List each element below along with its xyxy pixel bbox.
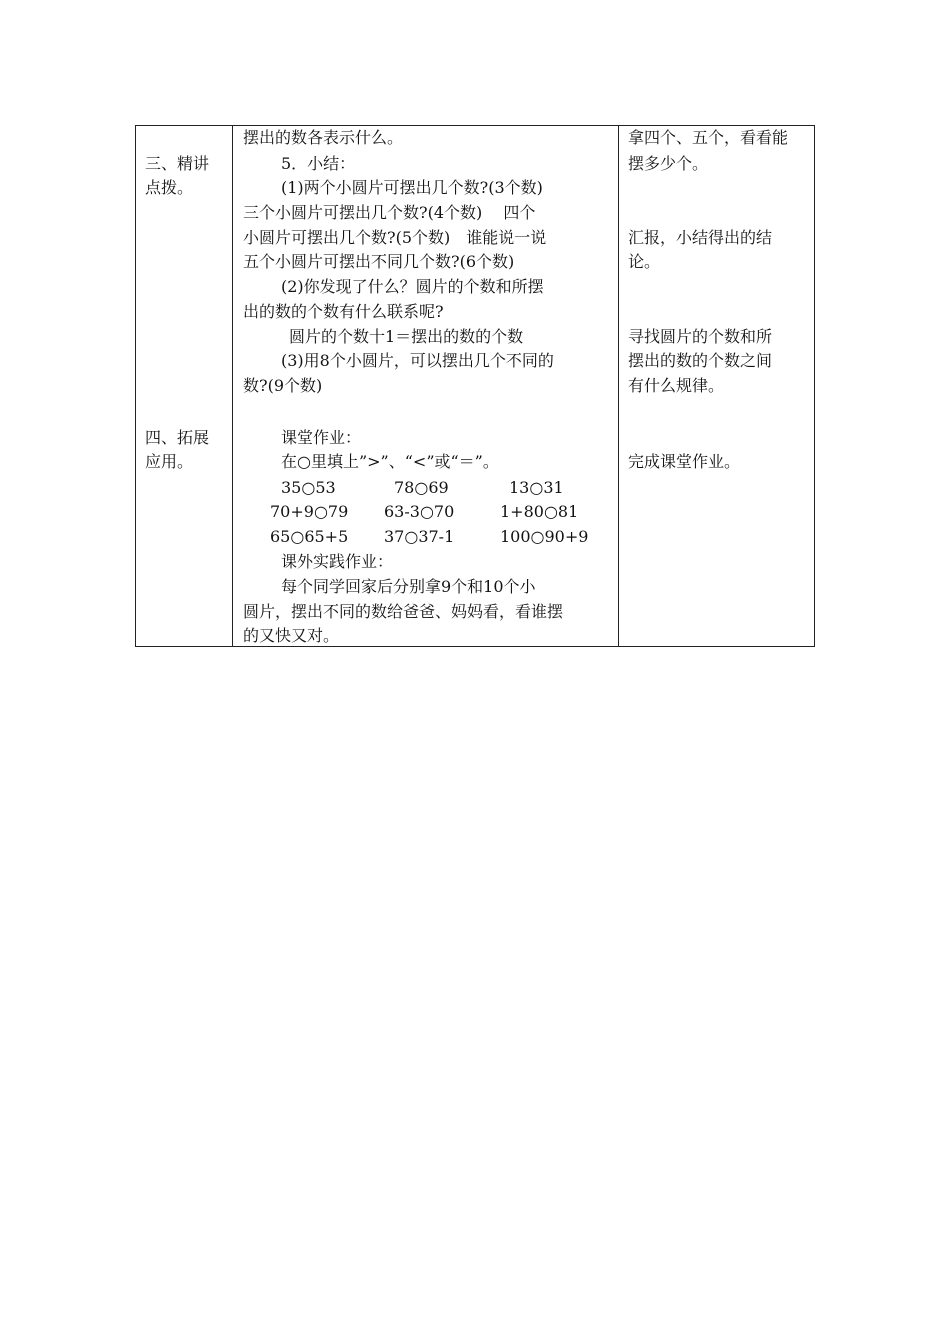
mid-text-line: 数?(9个数) [243,376,323,395]
student-activity-line: 论。 [628,252,661,271]
student-activity-line: 有什么规律。 [628,376,725,395]
section-3-label-line-2: 点拨。 [145,178,194,197]
rule-formula: 圆片的个数十1＝摆出的数的个数 [289,327,524,346]
practice-title: 课外实践作业： [281,552,394,571]
practice-text-line: 每个同学回家后分别拿9个和10个小 [281,577,536,596]
exercise-item: 13○31 [509,478,564,497]
homework-title: 课堂作业： [281,428,362,447]
column-divider-2 [618,126,619,646]
exercise-item: 70+9○79 [270,502,349,521]
homework-instruction: 在○里填上”>”、“<”或“＝”。 [281,452,499,471]
mid-text-line: (3)用8个小圆片，可以摆出几个不同的 [281,351,554,370]
mid-text-line: 摆出的数各表示什么。 [243,128,404,147]
exercise-item: 37○37-1 [384,527,455,546]
practice-text-line: 的又快又对。 [243,626,340,645]
section-3-label-line-1: 三、精讲 [145,154,210,173]
exercise-item: 1+80○81 [500,502,579,521]
exercise-item: 65○65+5 [270,527,349,546]
exercise-item: 100○90+9 [500,527,589,546]
summary-heading: 5．小结： [281,154,356,173]
student-activity-line: 完成课堂作业。 [628,452,741,471]
mid-text-line: 小圆片可摆出几个数?(5个数) 谁能说一说 [243,228,547,247]
exercise-item: 63-3○70 [384,502,455,521]
mid-text-line: 五个小圆片可摆出不同几个数?(6个数) [243,252,515,271]
column-divider-1 [232,126,233,646]
mid-text-line: (2)你发现了什么？圆片的个数和所摆 [281,277,544,296]
student-activity-line: 寻找圆片的个数和所 [628,327,773,346]
section-4-label-line-2: 应用。 [145,452,194,471]
mid-text-line: (1)两个小圆片可摆出几个数?(3个数) [281,178,543,197]
practice-text-line: 圆片，摆出不同的数给爸爸、妈妈看，看谁摆 [243,602,564,621]
student-activity-line: 摆出的数的个数之间 [628,351,773,370]
section-4-label-line-1: 四、拓展 [145,428,210,447]
lesson-plan-table [135,125,815,647]
mid-text-line: 出的数的个数有什么联系呢? [243,302,444,321]
student-activity-line: 拿四个、五个，看看能 [628,128,789,147]
exercise-item: 35○53 [281,478,336,497]
student-activity-line: 汇报，小结得出的结 [628,228,773,247]
exercise-item: 78○69 [394,478,449,497]
mid-text-line: 三个小圆片可摆出几个数?(4个数) 四个 [243,203,536,222]
student-activity-line: 摆多少个。 [628,154,709,173]
